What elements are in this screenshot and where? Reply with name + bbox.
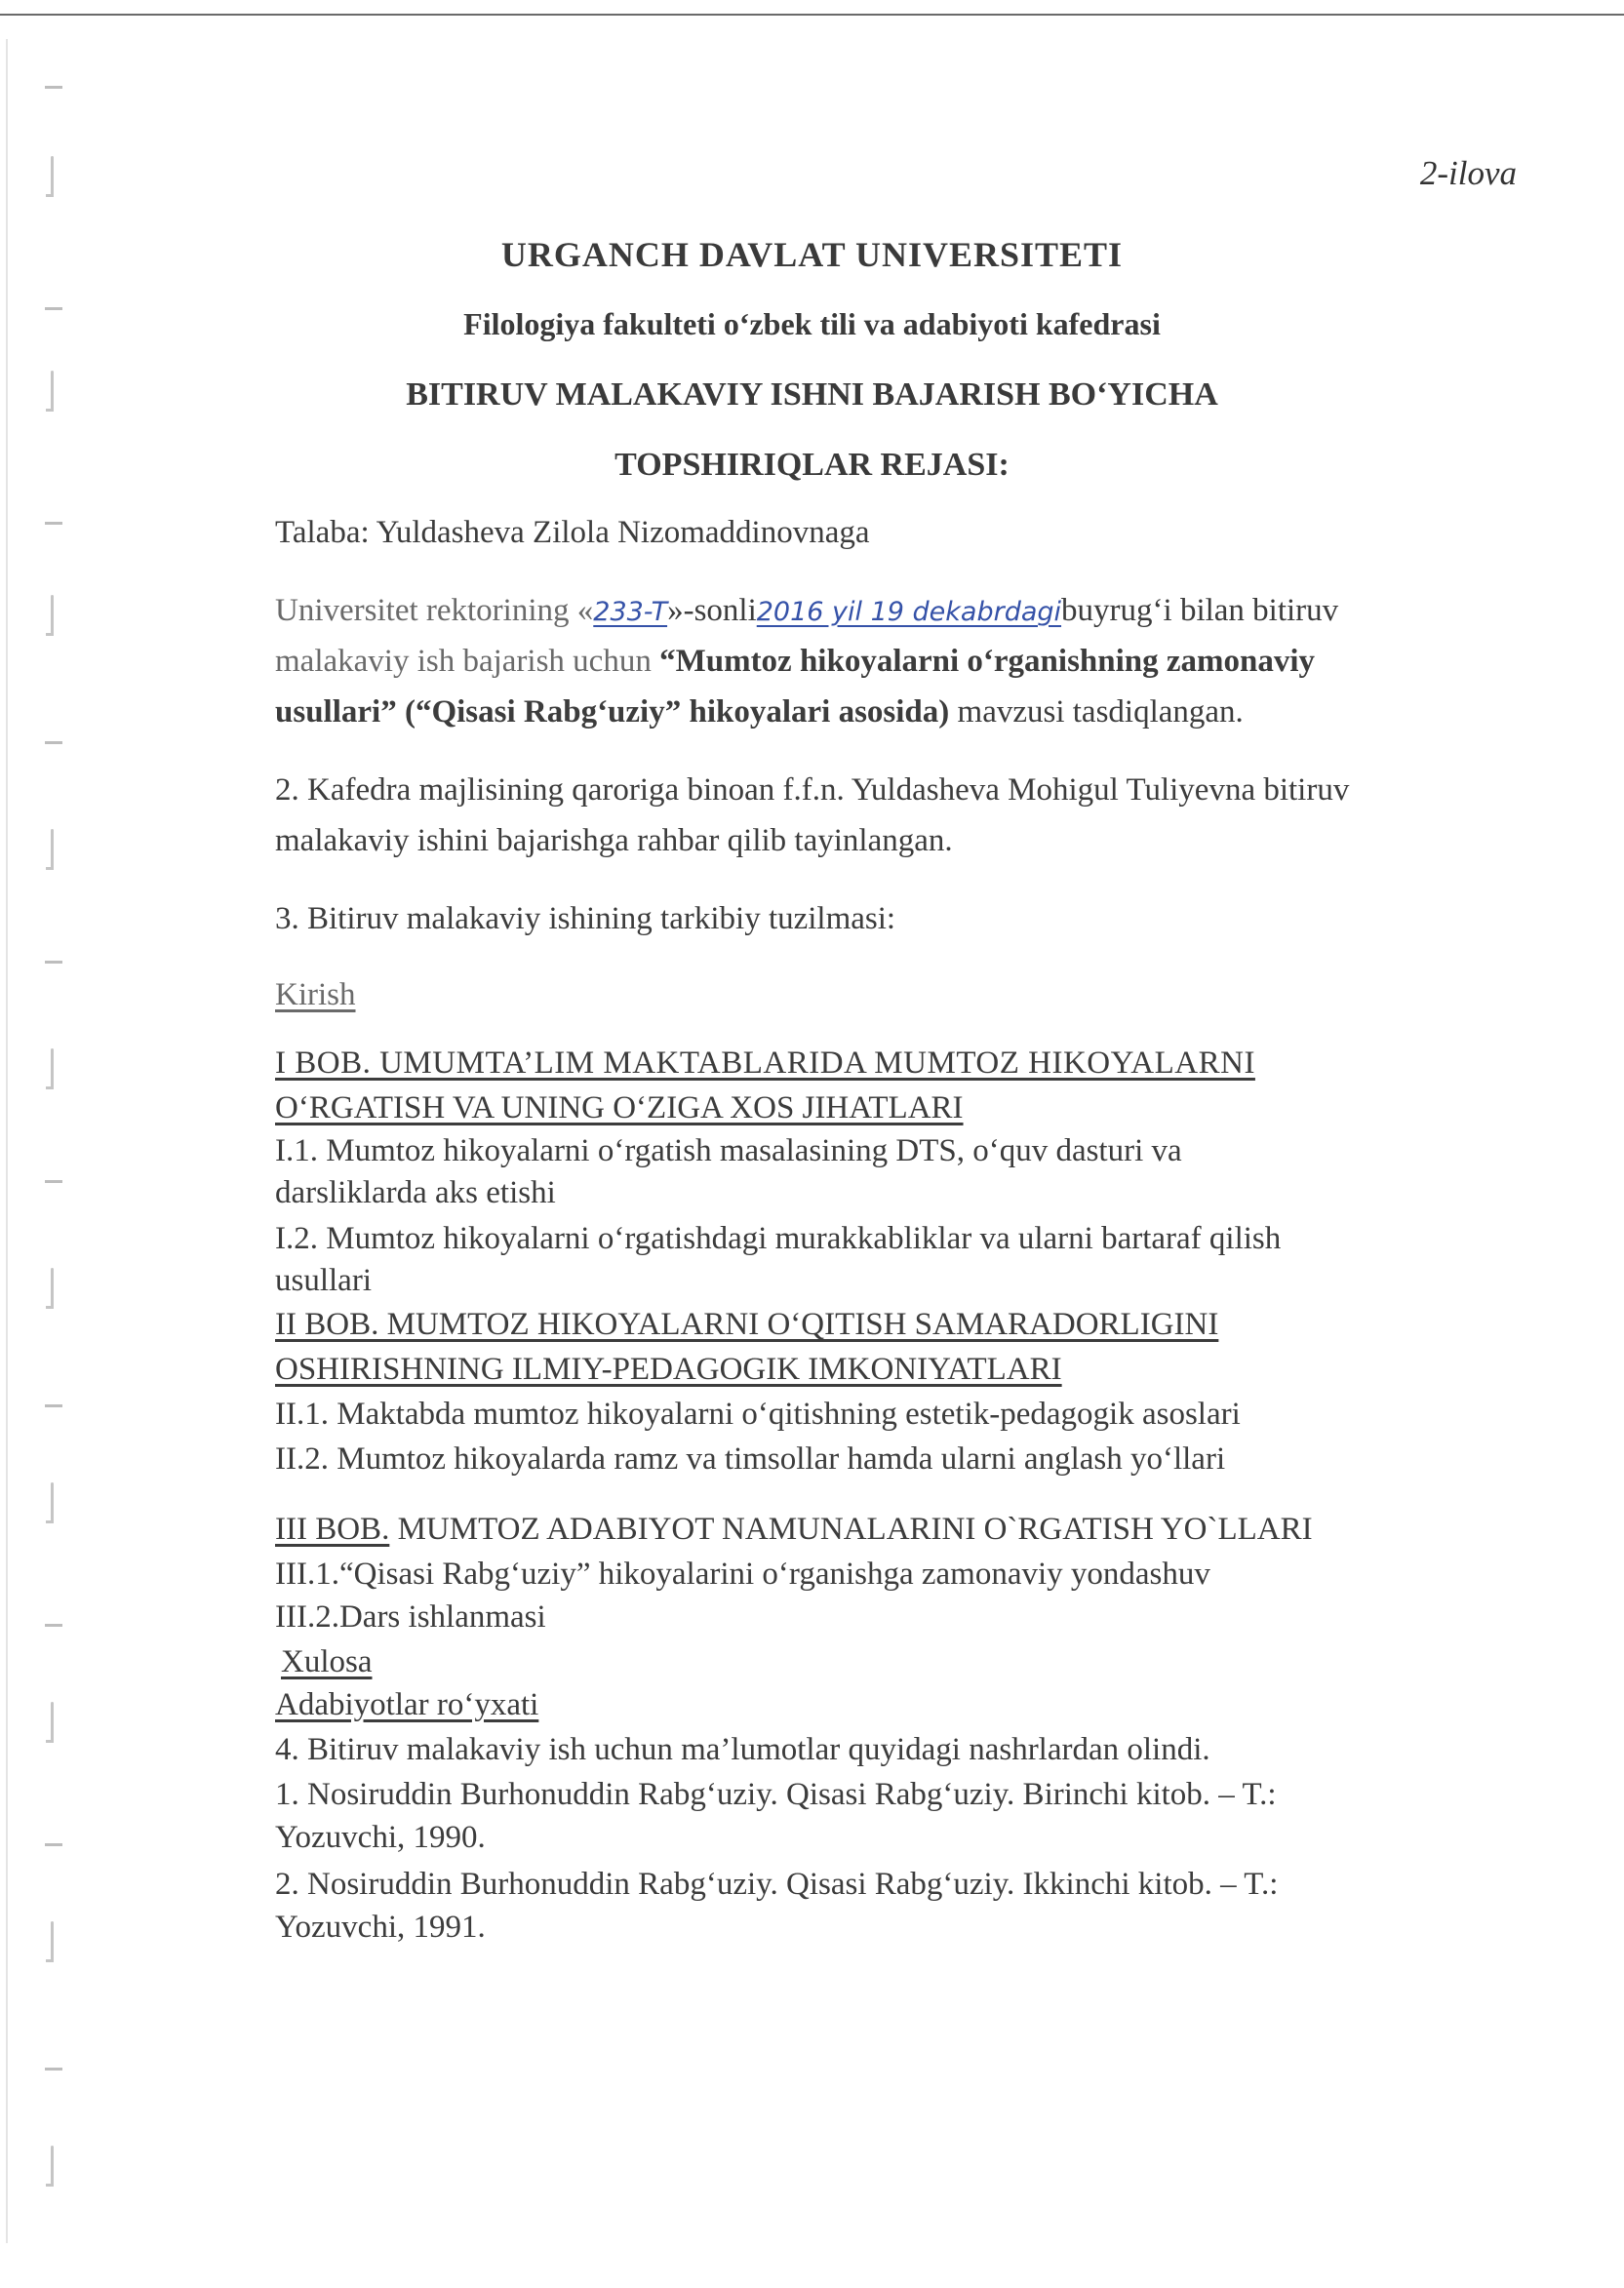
document-title-line2: TOPSHIRIQLAR REJASI: bbox=[614, 447, 1010, 483]
chapter3-label: III BOB. bbox=[275, 1512, 390, 1547]
annex-label: 2-ilova bbox=[1419, 154, 1517, 192]
binding-mark bbox=[45, 1624, 62, 1627]
section-3-2: III.2.Dars ishlanmasi bbox=[275, 1599, 546, 1635]
chapter3-title bbox=[275, 1512, 1313, 1548]
university-name: URGANCH DAVLAT UNIVERSITETI bbox=[500, 235, 1124, 274]
item2-line1: 2. Kafedra majlisining qaroriga binoan f.f.n. Yuldasheva Mohigul Tuliyevna bitiruv bbox=[275, 772, 1350, 808]
top-border-line bbox=[0, 14, 1624, 16]
document-title-line1: BITIRUV MALAKAVIY ISHNI BAJARISH BO‘YICHA bbox=[406, 376, 1218, 413]
section-1-2-line2: usullari bbox=[275, 1263, 372, 1298]
order-line3 bbox=[275, 694, 1244, 730]
topic-part1: “Mumtoz hikoyalarni o‘rganishning zamonaviy bbox=[659, 644, 1316, 679]
binding-margin bbox=[0, 0, 88, 2288]
binding-hook bbox=[51, 1702, 54, 1741]
source-2-line2: Yozuvchi, 1991. bbox=[275, 1910, 486, 1945]
binding-mark bbox=[45, 741, 62, 744]
binding-hook bbox=[51, 1921, 54, 1960]
source-2-line1: 2. Nosiruddin Burhonuddin Rabg‘uziy. Qisasi Rabg‘uziy. Ikkinchi kitob. – T.: bbox=[275, 1867, 1279, 1902]
chapter1-title-line2: O‘RGATISH VA UNING O‘ZIGA XOS JIHATLARI bbox=[275, 1090, 964, 1125]
department-name: Filologiya fakulteti o‘zbek tili va adabiyoti kafedrasi bbox=[463, 306, 1161, 341]
section-3-1: III.1.“Qisasi Rabg‘uziy” hikoyalarini o‘rganishga zamonaviy yondashuv bbox=[275, 1557, 1210, 1592]
section-1-1-line1: I.1. Mumtoz hikoyalarni o‘rgatish masalasining DTS, o‘quv dasturi va bbox=[275, 1133, 1182, 1168]
chapter1-title-line1: I BOB. UMUMTA’LIM MAKTABLARIDA MUMTOZ HIKOYALARNI bbox=[275, 1045, 1255, 1081]
section-1-2-line1: I.2. Mumtoz hikoyalarni o‘rgatishdagi murakkabliklar va ularni bartaraf qilish bbox=[275, 1221, 1282, 1256]
item3-heading: 3. Bitiruv malakaviy ishining tarkibiy tuzilmasi: bbox=[275, 901, 896, 936]
binding-mark bbox=[45, 1404, 62, 1407]
order-line2-start: malakaviy ish bajarish uchun bbox=[275, 644, 652, 679]
structure-intro: Kirish bbox=[275, 977, 356, 1012]
binding-hook bbox=[51, 595, 54, 634]
source-1-line2: Yozuvchi, 1990. bbox=[275, 1820, 486, 1855]
binding-hook bbox=[51, 1482, 54, 1521]
order-date-handwritten: 2016 yil 19 dekabrdagi bbox=[756, 597, 1062, 627]
section-2-1: II.1. Maktabda mumtoz hikoyalarni o‘qitishning estetik-pedagogik asoslari bbox=[275, 1397, 1241, 1432]
order-line1 bbox=[275, 593, 1519, 629]
source-1-line1: 1. Nosiruddin Burhonuddin Rabg‘uziy. Qisasi Rabg‘uziy. Birinchi kitob. – T.: bbox=[275, 1777, 1277, 1812]
binding-hook bbox=[51, 829, 54, 868]
binding-mark bbox=[45, 86, 62, 89]
binding-hook bbox=[51, 1048, 54, 1087]
binding-hook bbox=[51, 1268, 54, 1307]
order-prefix: Universitet rektorining « bbox=[275, 593, 594, 628]
order-mid: »-sonli bbox=[667, 593, 757, 628]
binding-mark bbox=[45, 522, 62, 525]
chapter2-title-line1: II BOB. MUMTOZ HIKOYALARNI O‘QITISH SAMARADORLIGINI bbox=[275, 1307, 1219, 1342]
order-number-handwritten: 233-T bbox=[593, 597, 668, 627]
order-line2 bbox=[275, 644, 1519, 680]
binding-mark bbox=[45, 1843, 62, 1846]
structure-conclusion: Xulosa bbox=[281, 1644, 373, 1679]
binding-mark bbox=[45, 2068, 62, 2071]
binding-hook bbox=[51, 156, 54, 195]
item4-heading: 4. Bitiruv malakaviy ish uchun ma’lumotlar quyidagi nashrlardan olindi. bbox=[275, 1732, 1210, 1767]
binding-mark bbox=[45, 1180, 62, 1183]
binding-mark bbox=[45, 961, 62, 964]
chapter3-name: MUMTOZ ADABIYOT NAMUNALARINI O`RGATISH YO`LLARI bbox=[397, 1512, 1313, 1547]
structure-references: Adabiyotlar ro‘yxati bbox=[275, 1687, 539, 1722]
item2-line2: malakaviy ishini bajarishga rahbar qilib tayinlangan. bbox=[275, 823, 953, 858]
section-2-2: II.2. Mumtoz hikoyalarda ramz va timsollar hamda ularni anglash yo‘llari bbox=[275, 1441, 1226, 1477]
order-line3-end: mavzusi tasdiqlangan. bbox=[957, 694, 1244, 730]
section-1-1-line2: darsliklarda aks etishi bbox=[275, 1175, 556, 1210]
topic-part2: usullari” (“Qisasi Rabg‘uziy” hikoyalari asosida) bbox=[275, 694, 950, 730]
chapter2-title-line2: OSHIRISHNING ILMIY-PEDAGOGIK IMKONIYATLARI bbox=[275, 1352, 1062, 1387]
order-suffix: buyrug‘i bilan bitiruv bbox=[1061, 593, 1339, 628]
binding-hook bbox=[51, 2146, 54, 2185]
student-line: Talaba: Yuldasheva Zilola Nizomaddinovnaga bbox=[275, 515, 870, 550]
